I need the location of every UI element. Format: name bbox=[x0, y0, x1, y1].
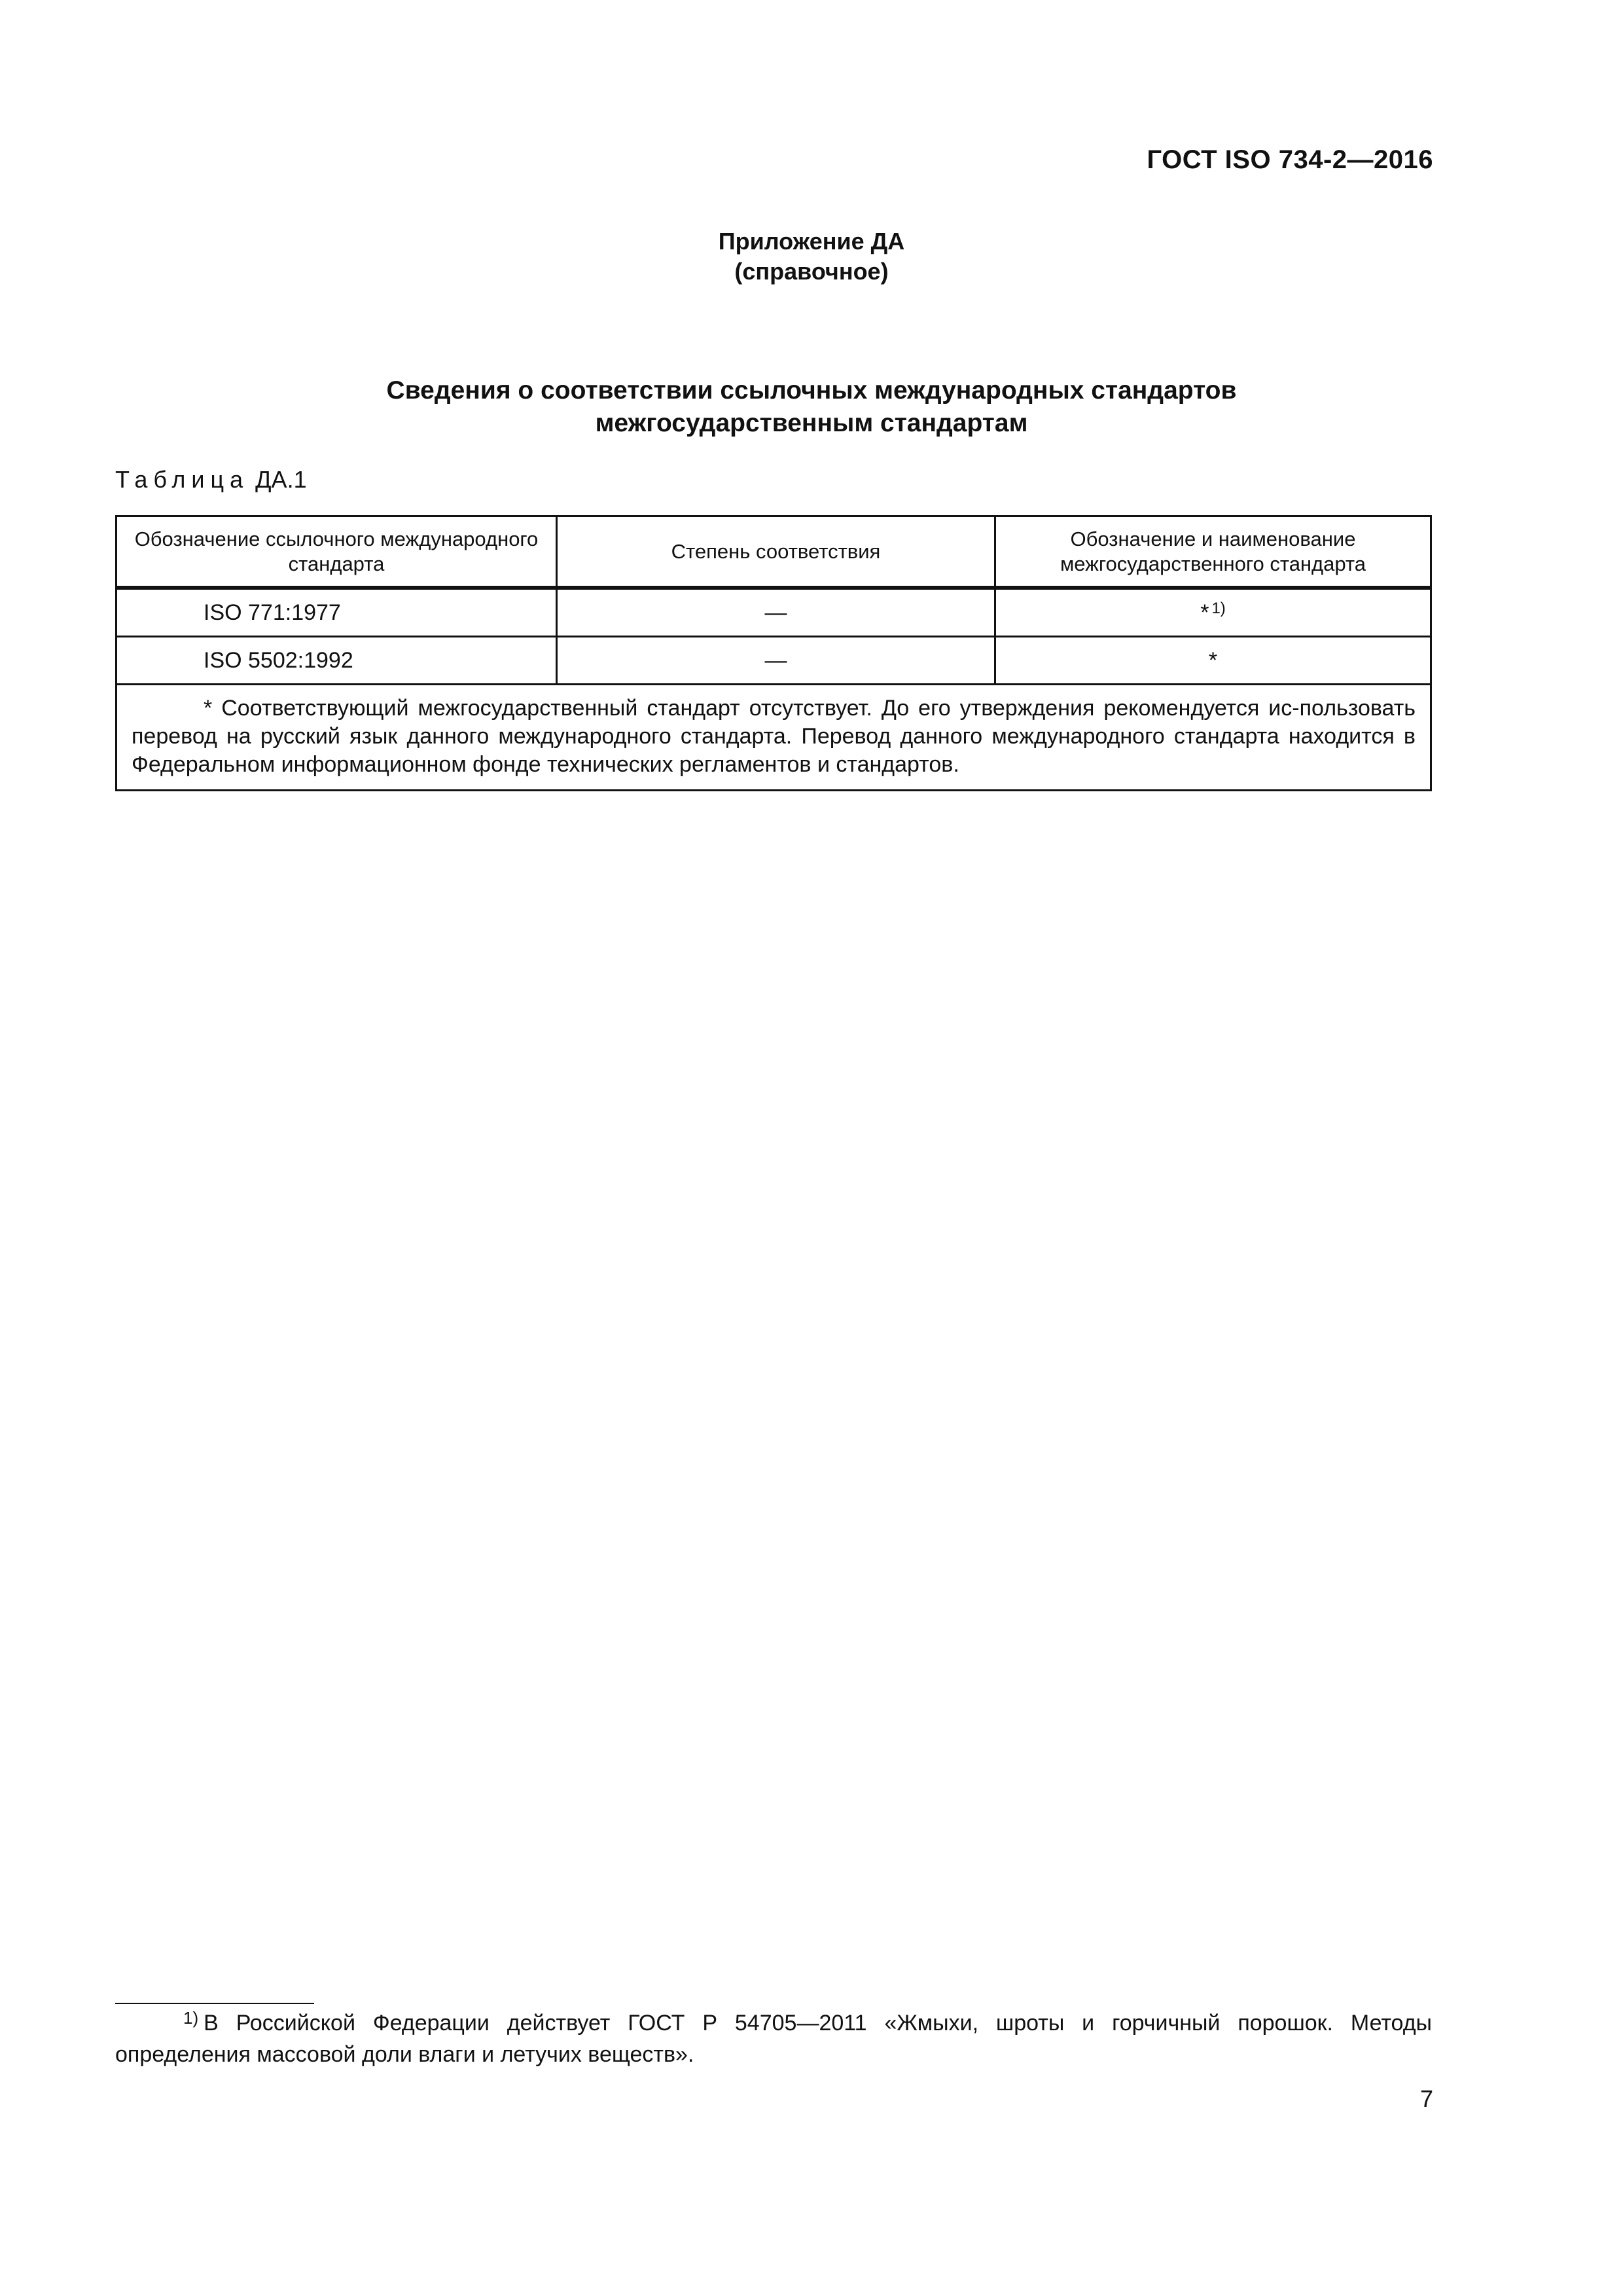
table-caption-number: ДА.1 bbox=[255, 466, 307, 493]
column-header-reference-standard: Обозначение ссылочного международного стандарта bbox=[134, 527, 539, 575]
section-title-line-2: межгосударственным стандартам bbox=[595, 409, 1028, 437]
degree-cell: — bbox=[556, 637, 994, 683]
appendix-title: Приложение ДА bbox=[718, 228, 905, 255]
table-note-row bbox=[117, 683, 1430, 789]
table-row bbox=[117, 588, 1430, 636]
reference-standard-cell: ISO 771:1977 bbox=[204, 600, 341, 625]
appendix-heading bbox=[0, 226, 1623, 287]
reference-standard-cell: ISO 5502:1992 bbox=[204, 648, 353, 673]
table-header-row bbox=[117, 517, 1430, 588]
table-row bbox=[117, 636, 1430, 683]
correspondence-table bbox=[115, 515, 1432, 791]
footnote-ref-mark: 1) bbox=[1211, 600, 1226, 617]
table-note-text: * Соответствующий межгосударственный стандарт отсутствует. До его утверждения рекомендуется ис-пользовать перевод на русский язык данного международного стандарта. Перевод данного международного стандарта находится в Федеральном информационном фонде технических регламентов и стандартов. bbox=[132, 696, 1416, 777]
footnote bbox=[115, 2008, 1432, 2070]
column-header-national-standard: Обозначение и наименование межгосударственного стандарта bbox=[994, 517, 1430, 586]
footnote-divider bbox=[115, 2003, 314, 2004]
section-title bbox=[0, 374, 1623, 440]
column-header-degree: Степень соответствия bbox=[556, 517, 994, 586]
footnote-mark: 1) bbox=[183, 2008, 199, 2028]
table-caption-word: Таблица bbox=[115, 466, 249, 493]
page-number: 7 bbox=[1419, 2085, 1433, 2112]
document-code-header: ГОСТ ISO 734-2—2016 bbox=[1147, 145, 1433, 174]
table-caption bbox=[115, 466, 307, 493]
national-standard-cell: * bbox=[994, 637, 1430, 683]
asterisk-mark: * bbox=[1200, 600, 1209, 625]
appendix-type: (справочное) bbox=[734, 258, 889, 285]
degree-cell: — bbox=[556, 590, 994, 636]
national-standard-cell bbox=[994, 590, 1430, 636]
section-title-line-1: Сведения о соответствии ссылочных международных стандартов bbox=[386, 376, 1237, 404]
footnote-text: В Российской Федерации действует ГОСТ Р 54705—2011 «Жмыхи, шроты и горчичный порошок. Методы определения массовой доли влаги и летучих веществ». bbox=[115, 2011, 1432, 2067]
